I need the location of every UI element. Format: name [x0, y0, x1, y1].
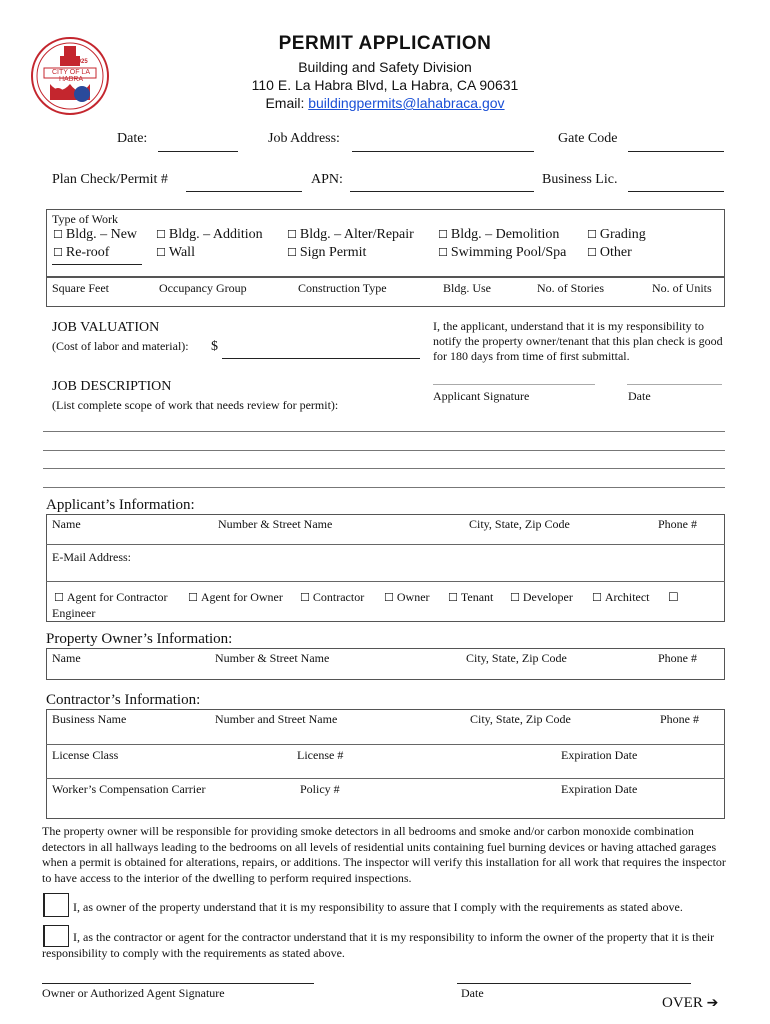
logo-band-text: CITY OF LA HABRA	[52, 69, 90, 83]
checkbox-icon[interactable]: ☐	[587, 228, 597, 241]
type-grading[interactable]	[587, 227, 646, 243]
type-of-work-label: Type of Work	[52, 212, 118, 226]
plan-check-field[interactable]	[186, 174, 302, 192]
valuation-field[interactable]	[222, 342, 420, 359]
owner-box	[46, 648, 725, 680]
owner-signature-date-label: Date	[461, 986, 484, 1000]
option-label: Re-roof	[65, 245, 110, 260]
contractor-business-label: Business Name	[52, 712, 127, 726]
email-label: Email:	[265, 95, 309, 111]
type-bldg-addition[interactable]	[156, 227, 263, 243]
applicant-heading: Applicant’s Information:	[46, 497, 195, 513]
owner-signature-date-line[interactable]	[457, 983, 691, 984]
checkbox-icon[interactable]: ☐	[287, 228, 297, 241]
checkbox-icon[interactable]: ☐	[156, 246, 166, 259]
role-label: Owner	[396, 590, 430, 604]
role-engineer-label: Engineer	[52, 606, 96, 620]
option-label: Bldg. – Alter/Repair	[299, 227, 414, 242]
applicant-city-label: City, State, Zip Code	[469, 517, 570, 531]
gate-code-field[interactable]	[628, 134, 724, 152]
checkbox-icon[interactable]: ☐	[510, 591, 520, 604]
option-label: Swimming Pool/Spa	[450, 245, 567, 260]
description-line-3[interactable]	[43, 468, 725, 469]
owner-street-label: Number & Street Name	[215, 651, 330, 665]
role-label: Contractor	[312, 590, 365, 604]
applicant-date-line[interactable]	[627, 384, 722, 385]
option-label: Bldg. – Addition	[168, 227, 263, 242]
contractor-divider-2	[46, 778, 725, 779]
checkbox-icon[interactable]: ☐	[53, 228, 63, 241]
checkbox-icon[interactable]: ☐	[587, 246, 597, 259]
role-label: Tenant	[460, 590, 494, 604]
checkbox-icon[interactable]: ☐	[448, 591, 458, 604]
option-label: Other	[599, 245, 632, 260]
over-label: OVER	[662, 995, 703, 1011]
over-indicator	[662, 995, 718, 1012]
bldg-use-label: Bldg. Use	[443, 281, 491, 295]
applicant-divider-2	[46, 581, 725, 582]
applicant-email-label: E-Mail Address:	[52, 550, 131, 564]
applicant-box	[46, 514, 725, 622]
contractor-street-label: Number and Street Name	[215, 712, 338, 726]
type-swimming-pool[interactable]	[438, 245, 566, 261]
checkbox-icon[interactable]: ☐	[54, 591, 64, 604]
checkbox-icon[interactable]: ☐	[287, 246, 297, 259]
page-title: PERMIT APPLICATION	[278, 33, 492, 54]
option-label: Bldg. – Demolition	[450, 227, 560, 242]
role-contractor[interactable]	[300, 590, 364, 605]
option-label: Sign Permit	[299, 245, 367, 260]
date-label: Date:	[117, 131, 148, 146]
owner-signature-label: Owner or Authorized Agent Signature	[42, 986, 225, 1000]
applicant-divider-1	[46, 544, 725, 545]
option-label: Wall	[168, 245, 195, 260]
owner-city-label: City, State, Zip Code	[466, 651, 567, 665]
checkbox-icon[interactable]: ☐	[438, 228, 448, 241]
role-label: Agent for Owner	[200, 590, 283, 604]
owner-heading: Property Owner’s Information:	[46, 631, 233, 647]
type-bldg-demolition[interactable]	[438, 227, 559, 243]
division-address: 110 E. La Habra Blvd, La Habra, CA 90631	[251, 77, 519, 93]
owner-ack-checkbox[interactable]	[43, 893, 69, 917]
currency-symbol: $	[211, 339, 218, 354]
square-feet-label: Square Feet	[52, 281, 109, 295]
role-owner[interactable]	[384, 590, 430, 605]
applicant-signature-line[interactable]	[433, 384, 595, 385]
applicant-phone-label: Phone #	[658, 517, 697, 531]
checkbox-icon[interactable]: ☐	[592, 591, 602, 604]
applicant-date-label: Date	[628, 389, 651, 403]
type-wall[interactable]	[156, 245, 195, 261]
role-agent-contractor[interactable]	[54, 590, 168, 605]
applicant-signature-label: Applicant Signature	[433, 389, 530, 403]
option-label: Bldg. – New	[65, 227, 138, 242]
role-developer[interactable]	[510, 590, 573, 605]
contractor-phone-label: Phone #	[660, 712, 699, 726]
job-address-field[interactable]	[352, 134, 534, 152]
owner-ack-text: I, as owner of the property understand that it is my responsibility to assure that I comply with the requirements as stated above.	[73, 900, 683, 914]
checkbox-icon[interactable]: ☐	[438, 246, 448, 259]
contractor-ack-text: I, as the contractor or agent for the contractor understand that it is my responsibility to inform the owner of the property that it is their responsibility to comply with the requirements as stated above.	[42, 930, 715, 960]
description-subtitle: (List complete scope of work that needs review for permit):	[52, 398, 339, 412]
policy-number-label: Policy #	[300, 782, 340, 796]
role-label: Developer	[522, 590, 573, 604]
apn-field[interactable]	[350, 174, 534, 192]
type-sign-permit[interactable]	[287, 245, 366, 261]
city-logo	[30, 36, 110, 116]
workers-comp-label: Worker’s Compensation Carrier	[52, 782, 206, 796]
role-architect[interactable]	[592, 590, 650, 605]
business-lic-field[interactable]	[628, 174, 724, 192]
type-bldg-new[interactable]	[53, 227, 137, 243]
option-label: Grading	[599, 227, 646, 242]
policy-expiration-label: Expiration Date	[561, 782, 638, 796]
construction-type-label: Construction Type	[298, 281, 387, 295]
checkbox-icon[interactable]: ☐	[384, 591, 394, 604]
checkbox-icon[interactable]: ☐	[53, 246, 63, 259]
logo-est-text: EST. 1925	[60, 59, 88, 65]
arrow-right-icon: ➔	[706, 995, 719, 1011]
stories-label: No. of Stories	[537, 281, 604, 295]
valuation-subtitle: (Cost of labor and material):	[52, 339, 189, 353]
valuation-title: JOB VALUATION	[52, 320, 160, 335]
division-email	[180, 95, 590, 111]
license-number-label: License #	[297, 748, 344, 762]
type-bldg-alter-repair[interactable]	[287, 227, 414, 243]
business-lic-label: Business Lic.	[542, 172, 618, 187]
owner-phone-label: Phone #	[658, 651, 697, 665]
owner-name-label: Name	[52, 651, 81, 665]
checkbox-icon[interactable]: ☐	[300, 591, 310, 604]
apn-label: APN:	[311, 172, 343, 187]
checkbox-icon[interactable]: ☐	[156, 228, 166, 241]
applicant-name-label: Name	[52, 517, 81, 531]
role-tenant[interactable]	[448, 590, 493, 605]
description-line-2[interactable]	[43, 450, 725, 451]
type-of-work-box	[46, 209, 725, 277]
contractor-box	[46, 709, 725, 819]
job-address-label: Job Address:	[268, 131, 340, 146]
other-specify-field[interactable]	[52, 264, 142, 265]
plan-check-label: Plan Check/Permit #	[52, 172, 168, 187]
contractor-city-label: City, State, Zip Code	[470, 712, 571, 726]
license-class-label: License Class	[52, 748, 119, 762]
role-agent-owner[interactable]	[188, 590, 283, 605]
smoke-detector-notice: The property owner will be responsible for providing smoke detectors in all bedrooms and smoke and/or carbon monoxide combination detectors in all hallways leading to the bedrooms on all levels of residential units containing fuel burning devices or having attached garages when a permit is obtained for alterations, repairs, or additions. The inspector will verify this installation for all work that requires the inspector to have access to the interior of the dwelling to perform required inspections.	[42, 824, 726, 885]
description-title: JOB DESCRIPTION	[52, 379, 172, 394]
contractor-heading: Contractor’s Information:	[46, 692, 201, 708]
description-line-4[interactable]	[43, 487, 725, 488]
role-label: Architect	[604, 590, 650, 604]
type-reroof[interactable]	[53, 245, 109, 261]
license-expiration-label: Expiration Date	[561, 748, 638, 762]
units-label: No. of Units	[652, 281, 712, 295]
owner-signature-line[interactable]	[42, 983, 314, 984]
date-field[interactable]	[158, 134, 238, 152]
applicant-street-label: Number & Street Name	[218, 517, 333, 531]
occupancy-group-label: Occupancy Group	[159, 281, 247, 295]
acknowledgement-text: I, the applicant, understand that it is my responsibility to notify the property owner/tenant that this plan check is good for 180 days from time of first submittal.	[433, 319, 723, 363]
email-link[interactable]: buildingpermits@lahabraca.gov	[308, 95, 505, 111]
gate-code-label: Gate Code	[558, 131, 618, 146]
division-name: Building and Safety Division	[298, 59, 472, 75]
type-other[interactable]	[587, 245, 632, 261]
description-line-1[interactable]	[43, 431, 725, 432]
checkbox-icon[interactable]: ☐	[188, 591, 198, 604]
role-engineer-checkbox-icon[interactable]: ☐	[668, 590, 679, 604]
contractor-divider-1	[46, 744, 725, 745]
role-label: Agent for Contractor	[66, 590, 168, 604]
